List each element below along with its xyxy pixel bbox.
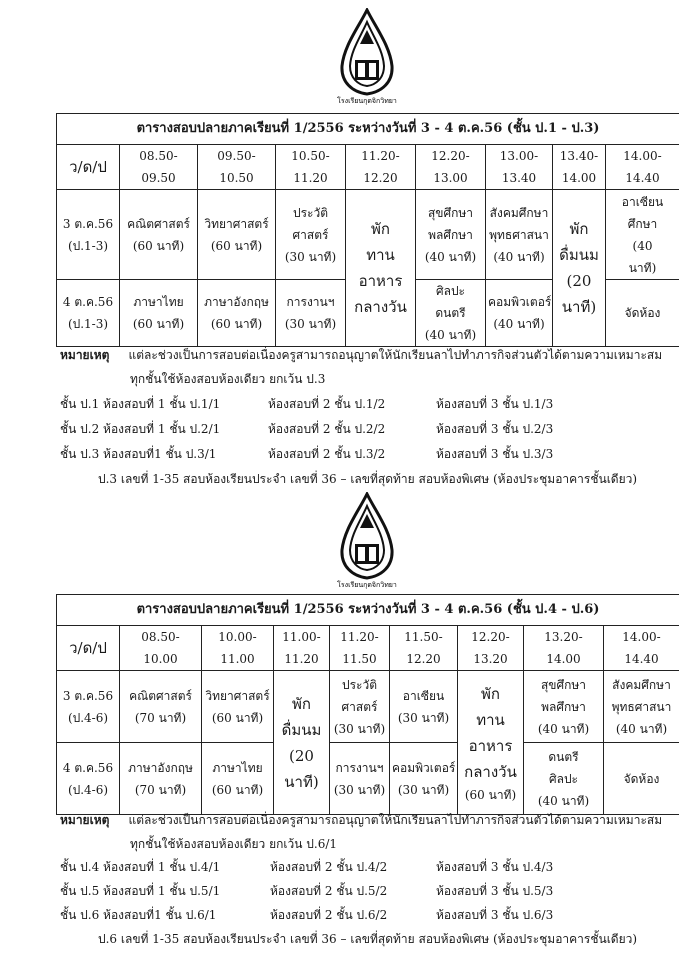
time-header-row: ว/ด/ป 08.50- 09.50 09.50- 10.50 10.50- 11.20 11.20- 12.20 12.20- 13.00 13.00- 13.40 13.40- 14.00 14.00- 14.40 <box>57 145 679 190</box>
subject-cell: อาเซียน ศึกษา (40 นาที) <box>606 190 679 280</box>
milk-break-cell: พัก ดื่มนม (20 นาที) <box>553 190 606 347</box>
subject-cell: สังคมศึกษา พุทธศาสนา (40 นาที) <box>486 190 553 280</box>
subject-cell: สังคมศึกษา พุทธศาสนา (40 นาที) <box>604 671 679 743</box>
note-2: ทุกชั้นใช้ห้องสอบห้องเดียว ยกเว้น ป.6/1 <box>130 837 338 851</box>
date-header: ว/ด/ป <box>57 626 120 671</box>
subject-cell: อาเซียน (30 นาที) <box>390 671 458 743</box>
table-row <box>57 671 679 743</box>
subject-cell: สุขศึกษา พลศึกษา (40 นาที) <box>416 190 486 280</box>
school-logo <box>336 8 398 106</box>
table-title: ตารางสอบปลายภาคเรียนที่ 1/2556 ระหว่างวันที่ 3 - 4 ต.ค.56 (ชั้น ป.1 - ป.3) <box>57 114 679 145</box>
table-title: ตารางสอบปลายภาคเรียนที่ 1/2556 ระหว่างวันที่ 3 - 4 ต.ค.56 (ชั้น ป.4 - ป.6) <box>57 595 679 626</box>
subject-cell: การงานฯ (30 นาที) <box>276 280 346 347</box>
table-row <box>57 743 679 815</box>
subject-cell: คอมพิวเตอร์ (40 นาที) <box>486 280 553 347</box>
time-header-row: ว/ด/ป 08.50- 10.00 10.00- 11.00 11.00- 11.20 11.20- 11.50 11.50- 12.20 12.20- 13.20 13.20- 14.00 14.00- 14.40 <box>57 626 679 671</box>
subject-cell: คณิตศาสตร์ (70 นาที) <box>120 671 202 743</box>
date-cell: 4 ต.ค.56 (ป.1-3) <box>57 280 120 347</box>
date-cell: 4 ต.ค.56 (ป.4-6) <box>57 743 120 815</box>
subject-cell: สุขศึกษา พลศึกษา (40 นาที) <box>524 671 604 743</box>
exam-table-p4-p6 <box>56 594 679 815</box>
subject-cell: การงานฯ (30 นาที) <box>330 743 390 815</box>
subject-cell: ประวัติ ศาสตร์ (30 นาที) <box>276 190 346 280</box>
subject-cell: จัดห้อง <box>606 280 679 347</box>
subject-cell: ภาษาไทย (60 นาที) <box>120 280 198 347</box>
subject-cell: วิทยาศาสตร์ (60 นาที) <box>202 671 274 743</box>
subject-cell: ภาษาอังกฤษ (70 นาที) <box>120 743 202 815</box>
note-1: หมายเหตุ แต่ละช่วงเป็นการสอบต่อเนื่องครูสามารถอนุญาตให้นักเรียนลาไปทำภารกิจส่วนตัวได้ตามความเหมาะสม <box>60 348 663 362</box>
lunch-break-cell: พัก ทาน อาหาร กลางวัน <box>346 190 416 347</box>
date-cell: 3 ต.ค.56 (ป.1-3) <box>57 190 120 280</box>
footer-note: ป.6 เลขที่ 1-35 สอบห้องเรียนประจำ เลขที่ 36 – เลขที่สุดท้าย สอบห้องพิเศษ (ห้องประชุมอาคารชั้นเดียว) <box>98 932 638 946</box>
subject-cell: ภาษาอังกฤษ (60 นาที) <box>198 280 276 347</box>
lunch-break-cell: พัก ทาน อาหาร กลางวัน (60 นาที) <box>458 671 524 815</box>
date-cell: 3 ต.ค.56 (ป.4-6) <box>57 671 120 743</box>
school-logo <box>336 492 398 590</box>
subject-cell: จัดห้อง <box>604 743 679 815</box>
note-2: ทุกชั้นใช้ห้องสอบห้องเดียว ยกเว้น ป.3 <box>130 372 326 386</box>
footer-note: ป.3 เลขที่ 1-35 สอบห้องเรียนประจำ เลขที่ 36 – เลขที่สุดท้าย สอบห้องพิเศษ (ห้องประชุมอาคารชั้นเดียว) <box>98 472 638 486</box>
note-1: หมายเหตุ แต่ละช่วงเป็นการสอบต่อเนื่องครูสามารถอนุญาตให้นักเรียนลาไปทำภารกิจส่วนตัวได้ตามความเหมาะสม <box>60 813 663 827</box>
svg-text:โรงเรียนกุดจิกวิทยา: โรงเรียนกุดจิกวิทยา <box>337 581 397 589</box>
exam-table-p1-p3 <box>56 113 679 347</box>
date-header: ว/ด/ป <box>57 145 120 190</box>
svg-text:โรงเรียนกุดจิกวิทยา: โรงเรียนกุดจิกวิทยา <box>337 97 397 105</box>
subject-cell: วิทยาศาสตร์ (60 นาที) <box>198 190 276 280</box>
subject-cell: ดนตรี ศิลปะ (40 นาที) <box>524 743 604 815</box>
milk-break-cell: พัก ดื่มนม (20 นาที) <box>274 671 330 815</box>
subject-cell: คอมพิวเตอร์ (30 นาที) <box>390 743 458 815</box>
subject-cell: ศิลปะ ดนตรี (40 นาที) <box>416 280 486 347</box>
table-row <box>57 190 679 280</box>
subject-cell: ภาษาไทย (60 นาที) <box>202 743 274 815</box>
subject-cell: ประวัติ ศาสตร์ (30 นาที) <box>330 671 390 743</box>
subject-cell: คณิตศาสตร์ (60 นาที) <box>120 190 198 280</box>
